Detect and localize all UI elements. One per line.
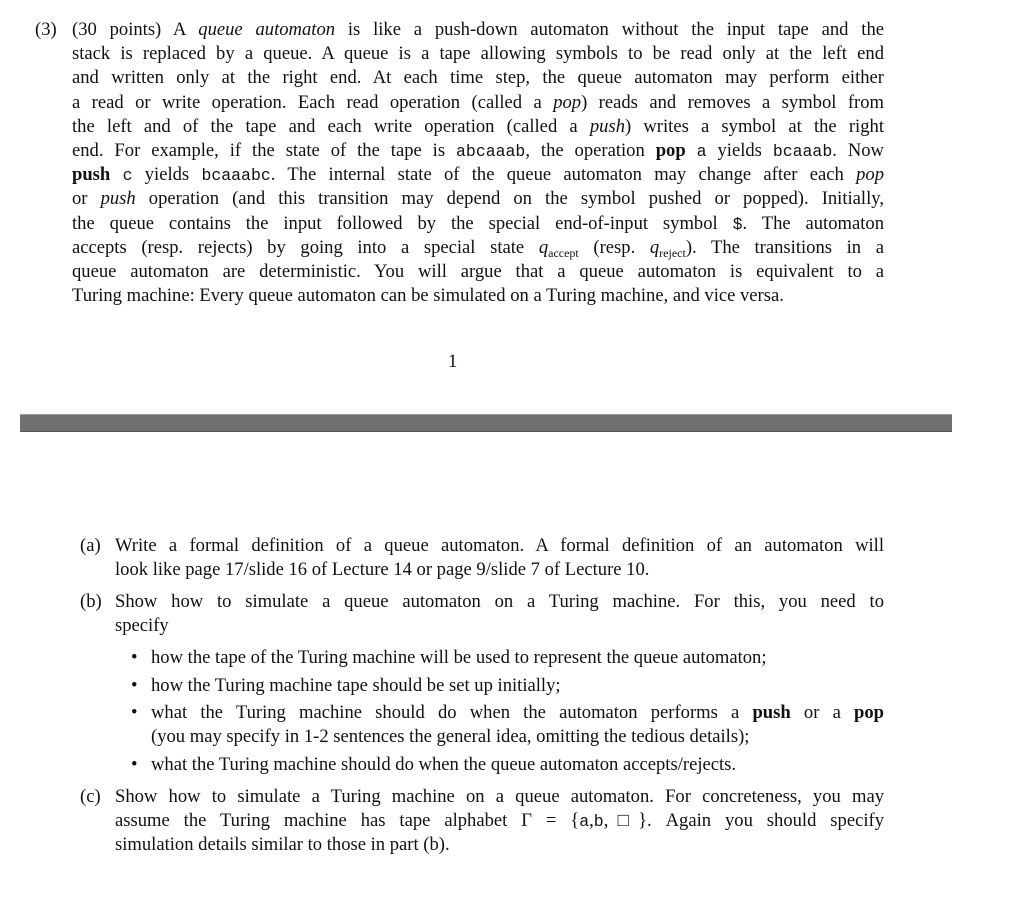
text-span: what the Turing machine should do when the queue automaton accepts/rejects.: [151, 754, 737, 775]
text-span: . Now: [832, 139, 884, 161]
text-span: specify: [115, 615, 169, 637]
text-line: [72, 139, 884, 163]
subscript-text: reject: [659, 245, 686, 260]
text-span: pop: [553, 91, 582, 113]
text-span: look like page 17/slide 16 of Lecture 14 or page 9/slide 7 of Lecture 10.: [115, 559, 650, 581]
text-span: (resp.: [578, 236, 650, 258]
text-span: accepts (resp. rejects) by going into a special state: [72, 236, 539, 258]
text-span: ,: [589, 810, 594, 832]
part-c-text: [115, 785, 884, 858]
text-span: yields: [132, 164, 202, 186]
part-b-text: [115, 590, 884, 638]
text-line: [151, 701, 884, 725]
text-line: [115, 534, 884, 558]
text-span: Show how to simulate a Turing machine on a queue automaton. For concreteness, you may: [115, 786, 884, 807]
text-span: push: [100, 188, 136, 210]
text-line: [72, 66, 884, 90]
text-span: ,□}. Again you should specify: [603, 810, 884, 832]
bullet-item-1: [151, 646, 884, 670]
text-span: how the tape of the Turing machine will be used to represent the queue automaton;: [151, 647, 767, 668]
text-span: queue automaton are deterministic. You will argue that a queue automaton is equivalent to a: [72, 260, 884, 282]
text-line: [115, 785, 884, 809]
text-span: . The internal state of the queue automaton may change after each: [270, 164, 857, 186]
problem-number: (3): [35, 19, 57, 40]
bullet-item-2: [151, 674, 884, 698]
text-line: [72, 212, 884, 236]
text-span: a read or write operation. Each read operation (called a: [72, 91, 554, 113]
text-line: [115, 614, 884, 638]
text-span: pop: [856, 164, 884, 186]
text-span: push: [752, 702, 791, 723]
text-line: [115, 809, 884, 833]
text-span: q: [649, 236, 660, 258]
text-span: Turing machine: Every queue automaton can be simulated on a Turing machine, and vice versa.: [72, 285, 784, 307]
text-span: pop: [655, 139, 686, 161]
text-line: [72, 115, 884, 139]
page-separator: [20, 414, 952, 431]
text-span: queue automaton: [198, 19, 336, 40]
code-text: bcaaabc: [201, 166, 271, 186]
text-line: [72, 91, 884, 115]
text-line: [72, 163, 884, 187]
text-line: [151, 725, 884, 749]
bullet-item-4: [151, 753, 884, 777]
text-span: end. For example, if the state of the tape is: [72, 139, 457, 161]
text-line: [72, 260, 884, 284]
text-line: [115, 833, 884, 857]
text-span: stack is replaced by a queue. A queue is a tape allowing symbols to be read only at the left end: [72, 43, 884, 65]
text-span: the left and of the tape and each write operation (called a: [72, 115, 590, 137]
text-span: is like a push-down automaton without the input tape and the: [335, 19, 884, 40]
text-span: push: [589, 115, 625, 137]
problem-intro: [72, 18, 884, 308]
text-span: what the Turing machine should do when the automaton performs a: [151, 702, 753, 723]
code-text: bcaaab: [772, 141, 833, 161]
text-span: operation (and this transition may depend on the symbol pushed or popped). Initially,: [135, 188, 884, 210]
text-line: [115, 558, 884, 582]
part-a-label: (a): [80, 535, 101, 556]
text-span: , the operation: [525, 139, 656, 161]
text-span: ) writes a symbol at the right: [625, 115, 884, 137]
text-span: ). The transitions in a: [685, 236, 884, 258]
text-span: simulation details similar to those in part (b).: [115, 834, 450, 856]
text-line: [151, 674, 884, 698]
text-span: assume the Turing machine has tape alphabet Γ = {: [115, 810, 580, 832]
subscript-text: accept: [548, 245, 579, 260]
text-line: [72, 42, 884, 66]
bullet-icon: •: [131, 675, 138, 696]
text-line: [72, 187, 884, 211]
text-span: ) reads and removes a symbol from: [581, 91, 884, 113]
part-a-text: [115, 534, 884, 582]
page-number: 1: [448, 351, 458, 372]
text-span: yields: [706, 139, 773, 161]
bullet-icon: •: [131, 702, 138, 723]
text-line: [72, 236, 884, 260]
text-span: . The automaton: [742, 212, 884, 234]
code-text: a: [579, 812, 590, 832]
text-line: [151, 646, 884, 670]
text-span: (you may specify in 1-2 sentences the general idea, omitting the tedious details);: [151, 726, 750, 748]
text-span: [686, 140, 697, 161]
text-span: and written only at the right end. At each time step, the queue automaton may perform either: [72, 67, 884, 89]
text-line: [151, 753, 884, 777]
text-span: pop: [854, 702, 884, 723]
bullet-icon: •: [131, 754, 138, 775]
code-text: b: [593, 812, 604, 832]
text-span: q: [538, 236, 549, 258]
text-span: how the Turing machine tape should be set up initially;: [151, 675, 561, 696]
bullet-icon: •: [131, 647, 138, 668]
text-line: [72, 18, 884, 42]
text-line: [115, 590, 884, 614]
part-c-label: (c): [80, 786, 101, 807]
text-span: or: [72, 188, 101, 210]
text-span: Show how to simulate a queue automaton on a Turing machine. For this, you need to: [115, 591, 884, 612]
code-text: abcaaab: [456, 141, 526, 161]
text-span: the queue contains the input followed by the special end-of-input symbol: [72, 212, 733, 234]
text-span: Write a formal definition of a queue automaton. A formal definition of an automaton will: [115, 535, 884, 556]
code-text: $: [732, 214, 743, 234]
text-span: (30 points) A: [72, 19, 199, 40]
bullet-item-3: [151, 701, 884, 749]
code-text: a: [696, 141, 707, 161]
text-line: [72, 284, 884, 308]
code-text: c: [122, 166, 133, 186]
text-span: [110, 164, 122, 185]
text-span: or a: [790, 702, 855, 723]
part-b-label: (b): [80, 591, 102, 612]
text-span: push: [72, 164, 111, 186]
